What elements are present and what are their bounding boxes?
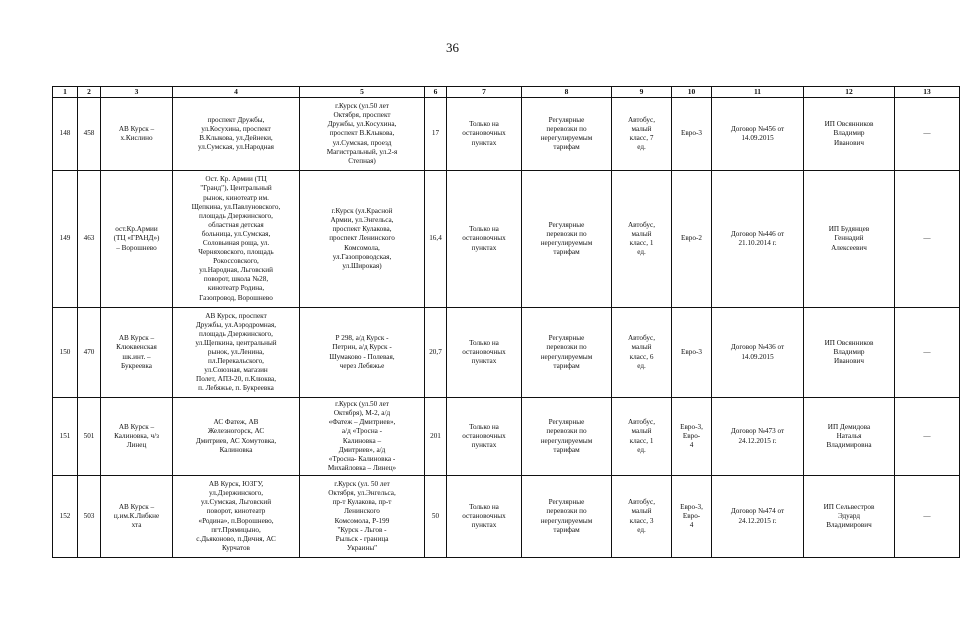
header-cell: 12 xyxy=(804,87,895,98)
route-number-cell: 463 xyxy=(78,171,101,308)
header-cell: 13 xyxy=(895,87,960,98)
contract-cell: Договор №436 от 14.09.2015 xyxy=(712,308,804,398)
vehicle-cell: Автобус, малый класс, 3 ед. xyxy=(612,476,672,558)
streets-cell: г.Курск (ул.50 лет Октября, проспект Дружбы, ул.Косухина, проспект В.Клыкова, ул.Сумская, проезд Магистральный, ул.2-я Степная) xyxy=(300,98,425,171)
header-cell: 4 xyxy=(173,87,300,98)
header-cell: 7 xyxy=(447,87,522,98)
contract-cell: Договор №474 от 24.12.2015 г. xyxy=(712,476,804,558)
route-index-cell: 151 xyxy=(53,398,78,476)
transport-type-cell: Регулярные перевозки по нерегулируемым тарифам xyxy=(522,398,612,476)
stops-cell: проспект Дружбы, ул.Косухина, проспект В.Клыкова, ул.Дейнеки, ул.Сумская, ул.Народная xyxy=(173,98,300,171)
transport-type-cell: Регулярные перевозки по нерегулируемым тарифам xyxy=(522,476,612,558)
length-cell: 20,7 xyxy=(425,308,447,398)
header-cell: 2 xyxy=(78,87,101,98)
header-cell: 3 xyxy=(101,87,173,98)
dash-cell: — xyxy=(895,476,960,558)
header-cell: 10 xyxy=(672,87,712,98)
boarding-cell: Только на остановочных пунктах xyxy=(447,171,522,308)
boarding-cell: Только на остановочных пунктах xyxy=(447,476,522,558)
carrier-cell: ИП Будянцев Геннадий Алексеевич xyxy=(804,171,895,308)
route-number-cell: 458 xyxy=(78,98,101,171)
eco-class-cell: Евро-3, Евро- 4 xyxy=(672,398,712,476)
route-index-cell: 148 xyxy=(53,98,78,171)
route-index-cell: 149 xyxy=(53,171,78,308)
header-row xyxy=(53,87,960,98)
table-row xyxy=(53,476,960,558)
streets-cell: г.Курск (ул.Красной Армии, ул.Энгельса, проспект Кулакова, проспект Ленинского Комсомола, ул.Газопроводская, ул.Широкая) xyxy=(300,171,425,308)
transport-type-cell: Регулярные перевозки по нерегулируемым тарифам xyxy=(522,98,612,171)
header-cell: 5 xyxy=(300,87,425,98)
route-name-cell: АВ Курск – х.Кислино xyxy=(101,98,173,171)
route-index-cell: 152 xyxy=(53,476,78,558)
stops-cell: АВ Курск, ЮЗГУ, ул.Дзержинского, ул.Сумская, Льговский поворот, кинотеатр «Родина», п.Ворошнево, пгт.Прямицыно, с.Дьяконово, п.Дичня, АС Курчатов xyxy=(173,476,300,558)
streets-cell: Р 298, а/д Курск - Петрин, а/д Курск - Шумаково - Полевая, через Лебяжье xyxy=(300,308,425,398)
table-row xyxy=(53,171,960,308)
table-row xyxy=(53,98,960,171)
dash-cell: — xyxy=(895,308,960,398)
transport-type-cell: Регулярные перевозки по нерегулируемым тарифам xyxy=(522,171,612,308)
route-number-cell: 470 xyxy=(78,308,101,398)
dash-cell: — xyxy=(895,98,960,171)
vehicle-cell: Автобус, малый класс, 7 ед. xyxy=(612,98,672,171)
length-cell: 201 xyxy=(425,398,447,476)
header-cell: 9 xyxy=(612,87,672,98)
streets-cell: г.Курск (ул. 50 лет Октября, ул.Энгельса, пр-т Кулакова, пр-т Ленинского Комсомола, Р-199 "Курск - Льгов - Рыльск - граница Украины" xyxy=(300,476,425,558)
route-name-cell: АВ Курск – Клюквенская шк.инт. – Букреевка xyxy=(101,308,173,398)
header-cell: 11 xyxy=(712,87,804,98)
contract-cell: Договор №456 от 14.09.2015 xyxy=(712,98,804,171)
route-number-cell: 503 xyxy=(78,476,101,558)
vehicle-cell: Автобус, малый класс, 1 ед. xyxy=(612,171,672,308)
stops-cell: АВ Курск, проспект Дружбы, ул.Аэродромная, площадь Дзержинского, ул.Щепкина, центральный рынок, ул.Ленина, пл.Перекальского, ул.Союзная, магазин Полет, АПЗ-20, п.Клюква, п. Лебяжье, п. Букреевка xyxy=(173,308,300,398)
carrier-cell: ИП Овсянников Владимир Иванович xyxy=(804,308,895,398)
eco-class-cell: Евро-3 xyxy=(672,308,712,398)
table-row xyxy=(53,398,960,476)
length-cell: 17 xyxy=(425,98,447,171)
dash-cell: — xyxy=(895,398,960,476)
transport-type-cell: Регулярные перевозки по нерегулируемым тарифам xyxy=(522,308,612,398)
boarding-cell: Только на остановочных пунктах xyxy=(447,398,522,476)
length-cell: 50 xyxy=(425,476,447,558)
boarding-cell: Только на остановочных пунктах xyxy=(447,98,522,171)
eco-class-cell: Евро-2 xyxy=(672,171,712,308)
route-index-cell: 150 xyxy=(53,308,78,398)
contract-cell: Договор №446 от 21.10.2014 г. xyxy=(712,171,804,308)
vehicle-cell: Автобус, малый класс, 1 ед. xyxy=(612,398,672,476)
carrier-cell: ИП Овсянников Владимир Иванович xyxy=(804,98,895,171)
carrier-cell: ИП Сельвестров Эдуард Владимирович xyxy=(804,476,895,558)
length-cell: 16,4 xyxy=(425,171,447,308)
header-cell: 6 xyxy=(425,87,447,98)
eco-class-cell: Евро-3 xyxy=(672,98,712,171)
carrier-cell: ИП Демидова Наталья Владимировна xyxy=(804,398,895,476)
vehicle-cell: Автобус, малый класс, 6 ед. xyxy=(612,308,672,398)
routes-table xyxy=(52,86,960,558)
header-cell: 8 xyxy=(522,87,612,98)
stops-cell: Ост. Кр. Армии (ТЦ "Гранд"), Центральный рынок, кинотеатр им. Щепкина, ул.Павлуновского, площадь Дзержинского, областная детская больница, ул.Сумская, Соловьиная роща, ул. Черняховского, площадь Рокоссовского, ул.Народная, Льговский поворот, школа №28, кинотеатр Родина, Газопровод, Ворошнево xyxy=(173,171,300,308)
dash-cell: — xyxy=(895,171,960,308)
route-name-cell: ост.Кр.Армии (ТЦ «ГРАНД») – Ворошнево xyxy=(101,171,173,308)
route-name-cell: АВ Курск – Калиновка, ч/з Линец xyxy=(101,398,173,476)
table-row xyxy=(53,308,960,398)
streets-cell: г.Курск (ул.50 лет Октября), М-2, а/д «Фатеж – Дмитриев», а/д «Тросна - Калиновка – Дмитриев», а/д «Тросна- Калиновка - Михайловка – Линец» xyxy=(300,398,425,476)
boarding-cell: Только на остановочных пунктах xyxy=(447,308,522,398)
eco-class-cell: Евро-3, Евро- 4 xyxy=(672,476,712,558)
contract-cell: Договор №473 от 24.12.2015 г. xyxy=(712,398,804,476)
stops-cell: АС Фатеж, АВ Железногорск, АС Дмитриев, АС Хомутовка, Калиновка xyxy=(173,398,300,476)
page-number: 36 xyxy=(446,40,459,55)
header-cell: 1 xyxy=(53,87,78,98)
route-name-cell: АВ Курск – ц.им.К.Либкне хта xyxy=(101,476,173,558)
route-number-cell: 501 xyxy=(78,398,101,476)
